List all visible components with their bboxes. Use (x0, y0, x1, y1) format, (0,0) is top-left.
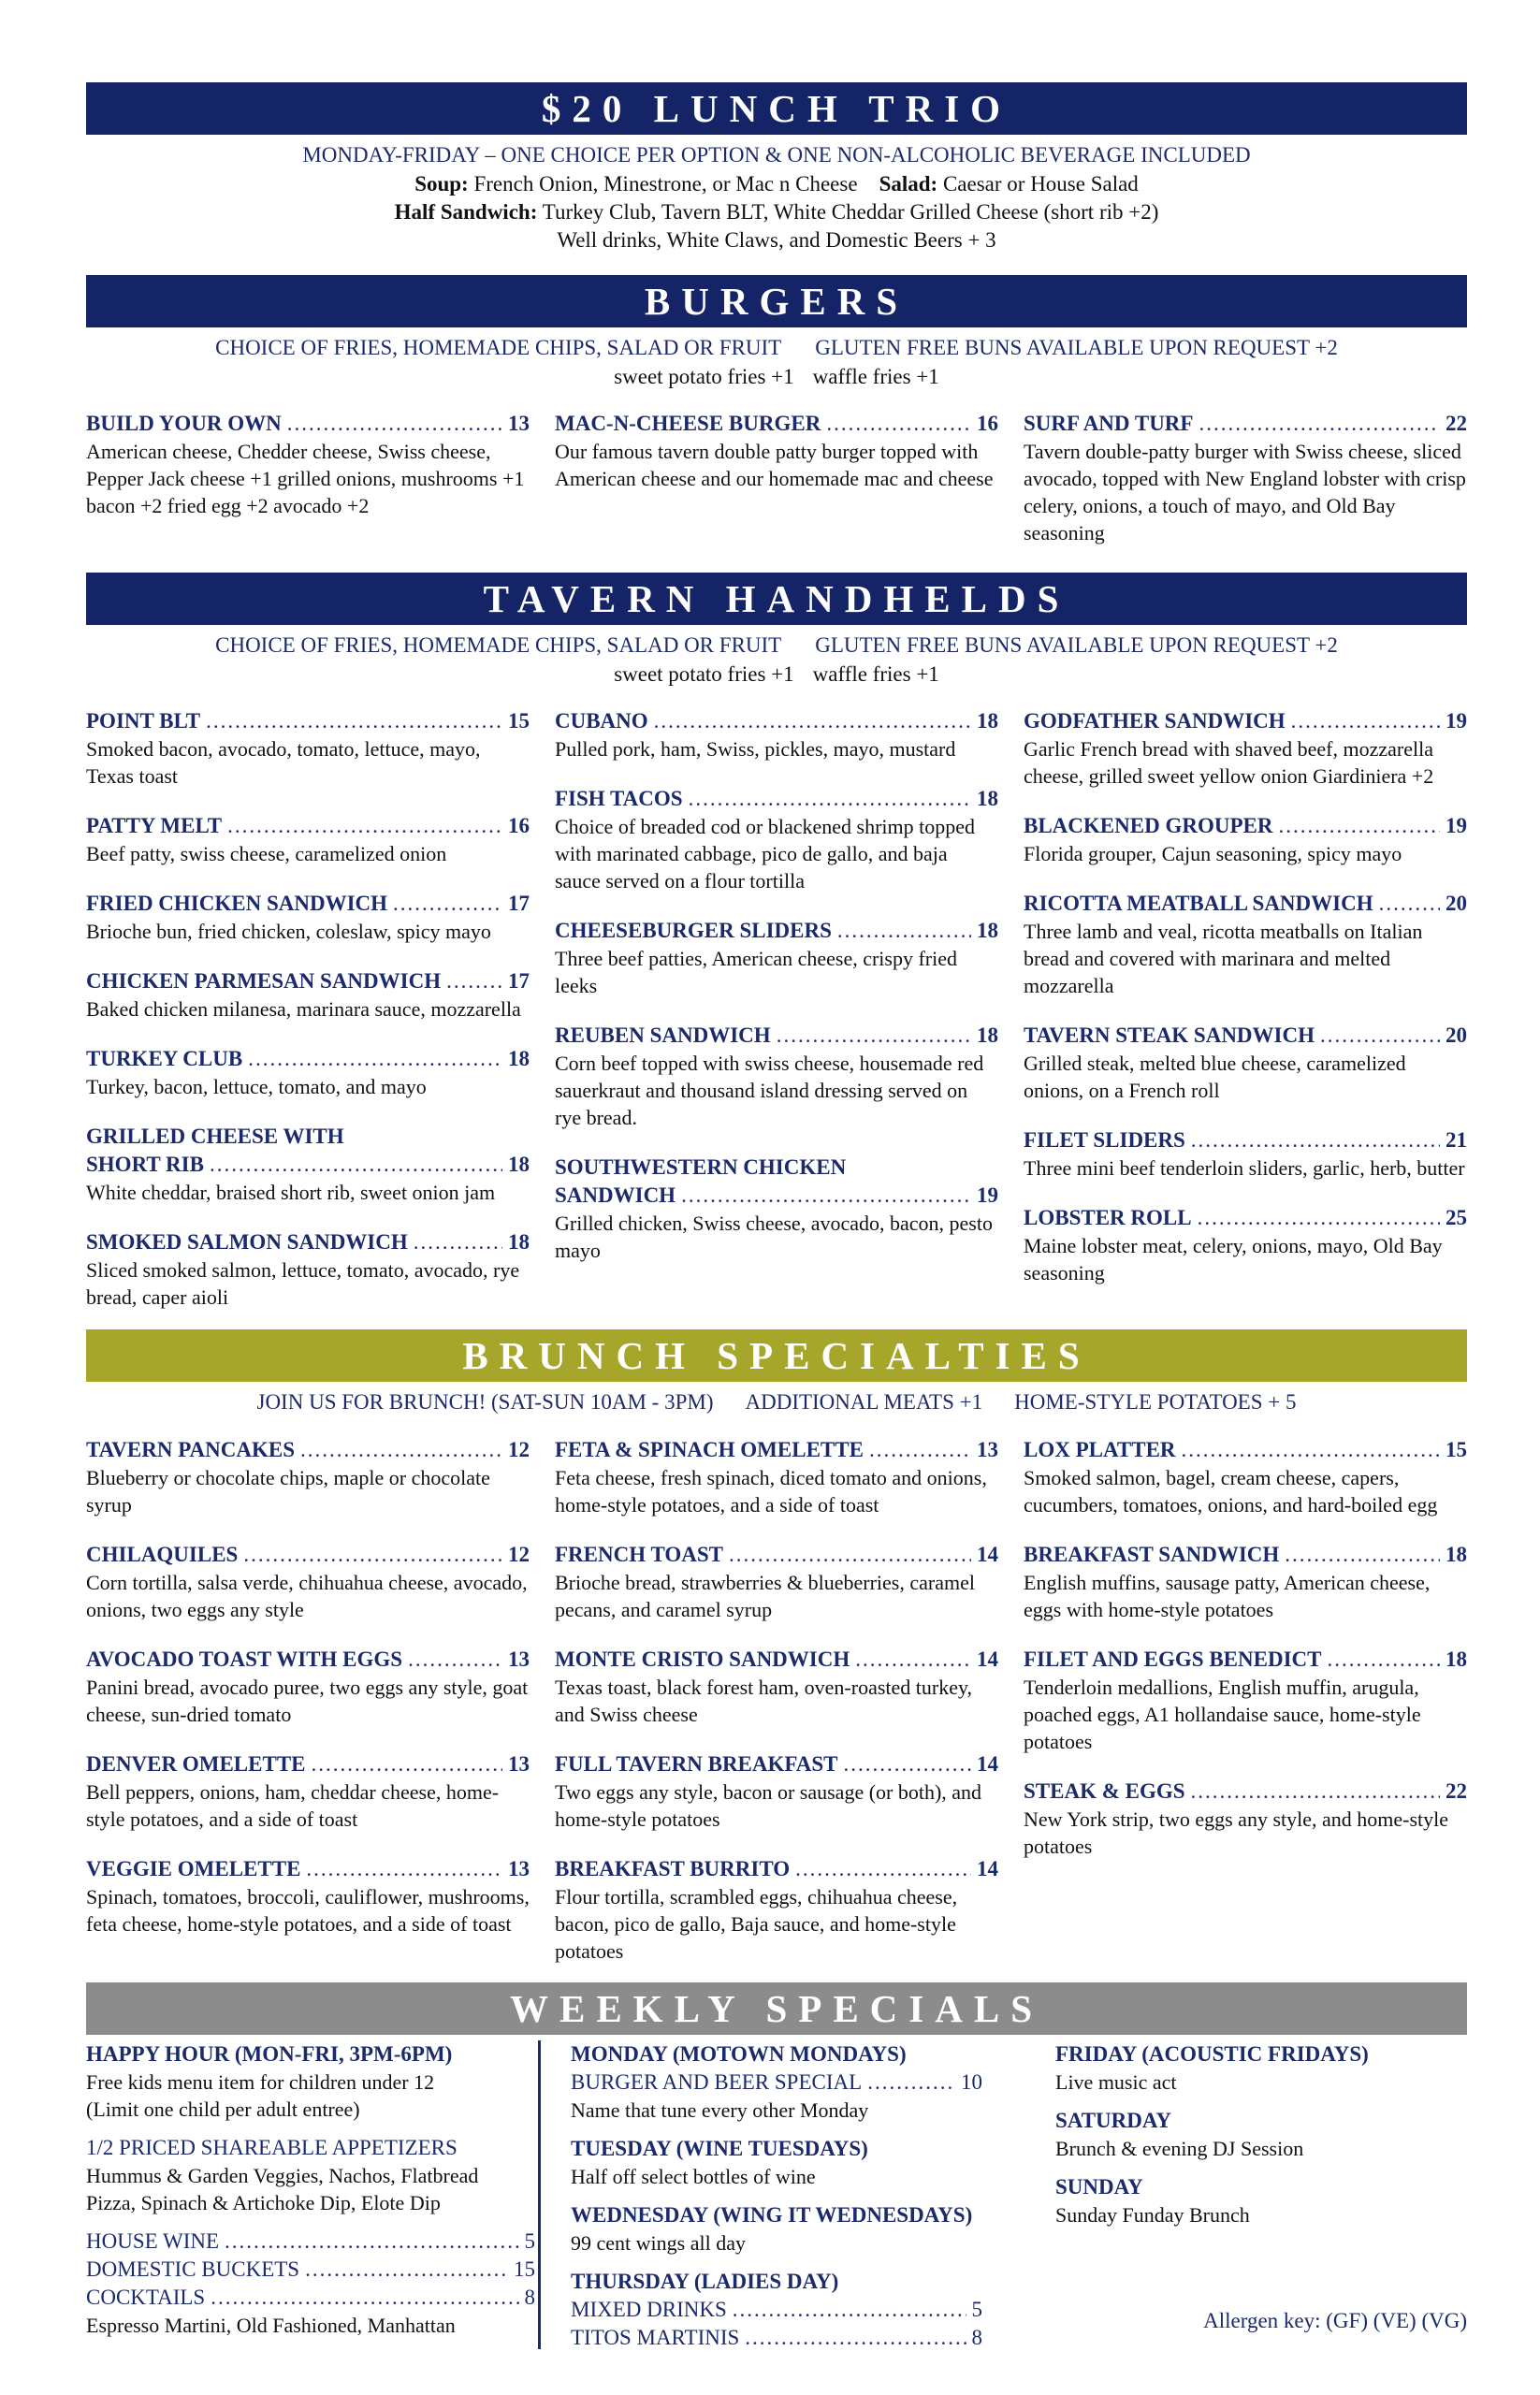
friday-text: Live music act (1055, 2070, 1177, 2094)
brunch-join: JOIN US FOR BRUNCH! (SAT-SUN 10AM - 3PM) (256, 1390, 714, 1414)
item-name: BLACKENED GROUPER (1024, 814, 1273, 837)
burgers-gf: GLUTEN FREE BUNS AVAILABLE UPON REQUEST +2 (815, 336, 1338, 359)
item-desc: Garlic French bread with shaved beef, mozzarella cheese, grilled sweet yellow onion Giardiniera +2 (1024, 737, 1434, 788)
brunch-options (86, 1387, 1467, 1416)
item-desc: Smoked salmon, bagel, cream cheese, capers, cucumbers, tomatoes, onions, and hard-boiled egg (1024, 1466, 1438, 1517)
lunch-line-2 (86, 169, 1467, 198)
item-price: 13 (508, 1752, 530, 1776)
menu-item (86, 967, 530, 1023)
tuesday-heading: TUESDAY (WINE TUESDAYS) (571, 2137, 868, 2160)
item-name: FILET SLIDERS (1024, 1128, 1185, 1152)
item-name: FETA & SPINACH OMELETTE (555, 1438, 864, 1461)
kids-line-2: (Limit one child per adult entree) (86, 2097, 360, 2121)
item-desc: Texas toast, black forest ham, oven-roasted turkey, and Swiss cheese (555, 1676, 973, 1726)
item-price: 13 (977, 1438, 998, 1461)
burger-beer-label: BURGER AND BEER SPECIAL (571, 2070, 863, 2094)
burgers-sweet: sweet potato fries +1 (614, 365, 794, 388)
item-desc: American cheese, Chedder cheese, Swiss cheese, Pepper Jack cheese +1 grilled onions, mushrooms +1 bacon +2 fried egg +2 avocado +2 (86, 440, 525, 517)
item-desc: Baked chicken milanesa, marinara sauce, mozzarella (86, 997, 521, 1021)
thursday-heading: THURSDAY (LADIES DAY) (571, 2270, 839, 2293)
item-price: 15 (1446, 1438, 1467, 1461)
item-price: 22 (1446, 412, 1467, 435)
menu-item (1024, 1541, 1467, 1623)
item-desc: Pulled pork, ham, Swiss, pickles, mayo, mustard (555, 737, 956, 761)
burgers-options (86, 333, 1467, 362)
burger-beer-price: 10 (961, 2070, 982, 2094)
menu-item (1024, 1126, 1467, 1182)
half-priced-heading (86, 2134, 535, 2162)
item-desc: Corn tortilla, salsa verde, chihuahua cheese, avocado, onions, two eggs any style (86, 1571, 528, 1621)
item-price: 18 (508, 1230, 530, 1254)
item-desc: Blueberry or chocolate chips, maple or chocolate syrup (86, 1466, 490, 1517)
handhelds-sweet: sweet potato fries +1 (614, 662, 794, 686)
item-price: 18 (508, 1153, 530, 1176)
item-price: 14 (977, 1543, 998, 1566)
item-name: TAVERN PANCAKES (86, 1438, 296, 1461)
item-name: SMOKED SALMON SANDWICH (86, 1230, 408, 1254)
soup-label: Soup: (414, 172, 469, 196)
item-price: 18 (977, 709, 998, 733)
menu-item (86, 1750, 530, 1833)
menu-item (86, 1855, 530, 1938)
item-price: 13 (508, 1647, 530, 1671)
item-price: 20 (1446, 1023, 1467, 1047)
handhelds-fries (86, 660, 1467, 689)
burger-beer-row (571, 2068, 982, 2097)
menu-item (86, 1123, 530, 1206)
menu-item (1024, 410, 1467, 546)
item-name: RICOTTA MEATBALL SANDWICH (1024, 892, 1373, 915)
item-name: TAVERN STEAK SANDWICH (1024, 1023, 1315, 1047)
handhelds-header (86, 573, 1467, 625)
mixed-drinks-row (571, 2296, 982, 2324)
burgers-header (86, 275, 1467, 327)
item-price: 25 (1446, 1206, 1467, 1229)
item-desc: Sliced smoked salmon, lettuce, tomato, avocado, rye bread, caper aioli (86, 1258, 520, 1309)
titos-row (571, 2324, 982, 2352)
weekly-header (86, 1982, 1467, 2035)
apps-line-2: Pizza, Spinach & Artichoke Dip, Elote Dip (86, 2191, 441, 2214)
menu-item (1024, 1778, 1467, 1860)
wednesday-heading: WEDNESDAY (WING IT WEDNESDAYS) (571, 2203, 973, 2227)
item-desc: Choice of breaded cod or blackened shrimp topped with marinated cabbage, pico de gallo, and baja sauce served on a flour tortilla (555, 815, 976, 893)
item-name: SHORT RIB (86, 1153, 204, 1176)
brunch-col-2 (555, 1436, 998, 1987)
menu-item (86, 1045, 530, 1100)
menu-item (555, 1541, 998, 1623)
titos-label: TITOS MARTINIS (571, 2326, 740, 2349)
sunday-text: Sunday Funday Brunch (1055, 2203, 1250, 2227)
item-price: 15 (508, 709, 530, 733)
friday-heading: FRIDAY (ACOUSTIC FRIDAYS) (1055, 2042, 1369, 2066)
salad-label: Salad: (879, 172, 938, 196)
item-name-line-1: GRILLED CHEESE WITH (86, 1125, 344, 1148)
item-desc: Smoked bacon, avocado, tomato, lettuce, mayo, Texas toast (86, 737, 481, 788)
item-price: 14 (977, 1857, 998, 1880)
item-desc: Brioche bread, strawberries & blueberries, caramel pecans, and caramel syrup (555, 1571, 975, 1621)
item-price: 18 (977, 1023, 998, 1047)
half-priced-label: 1/2 PRICED SHAREABLE APPETIZERS (86, 2136, 458, 2159)
item-name: FISH TACOS (555, 787, 683, 810)
item-price: 18 (977, 919, 998, 942)
mixed-drinks-label: MIXED DRINKS (571, 2298, 727, 2321)
handhelds-options (86, 631, 1467, 660)
salad-text: Caesar or House Salad (942, 172, 1139, 196)
menu-item (1024, 812, 1467, 867)
burgers-col-2 (555, 410, 998, 515)
item-desc: New York strip, two eggs any style, and home-style potatoes (1024, 1807, 1449, 1858)
item-price: 17 (508, 969, 530, 993)
item-name: CUBANO (555, 709, 648, 733)
lunch-trio-title: $20 LUNCH TRIO (541, 87, 1012, 130)
item-desc: Panini bread, avocado puree, two eggs any style, goat cheese, sun-dried tomato (86, 1676, 529, 1726)
half-sandwich-label: Half Sandwich: (394, 200, 538, 224)
item-desc: Our famous tavern double patty burger topped with American cheese and our homemade mac and cheese (555, 440, 994, 490)
item-price: 12 (508, 1438, 530, 1461)
brunch-col-1 (86, 1436, 530, 1960)
menu-item (1024, 890, 1467, 999)
menu-item (555, 1750, 998, 1833)
brunch-header (86, 1329, 1467, 1382)
lunch-trio-header (86, 82, 1467, 135)
menu-item (555, 1646, 998, 1728)
menu-item (86, 1228, 530, 1311)
item-desc: Grilled chicken, Swiss cheese, avocado, bacon, pesto mayo (555, 1212, 993, 1262)
item-name: FRIED CHICKEN SANDWICH (86, 892, 388, 915)
item-price: 16 (508, 814, 530, 837)
menu-item (555, 410, 998, 492)
item-price: 21 (1446, 1128, 1467, 1152)
item-desc: Feta cheese, fresh spinach, diced tomato and onions, home-style potatoes, and a side of toast (555, 1466, 987, 1517)
menu-item (1024, 1022, 1467, 1104)
kids-line-1: Free kids menu item for children under 12 (86, 2070, 435, 2094)
handhelds-gf: GLUTEN FREE BUNS AVAILABLE UPON REQUEST +2 (815, 633, 1338, 657)
item-desc: Three mini beef tenderloin sliders, garlic, herb, butter (1024, 1156, 1465, 1180)
item-name: CHICKEN PARMESAN SANDWICH (86, 969, 442, 993)
apps-line-1: Hummus & Garden Veggies, Nachos, Flatbread (86, 2164, 479, 2187)
item-name: BREAKFAST SANDWICH (1024, 1543, 1280, 1566)
allergen-key: Allergen key: (GF) (VE) (VG) (1203, 2309, 1467, 2332)
cocktails-price: 8 (524, 2286, 535, 2309)
item-desc: Corn beef topped with swiss cheese, housemade red sauerkraut and thousand island dressing served on rye bread. (555, 1052, 984, 1129)
domestic-price: 15 (514, 2257, 535, 2281)
menu-item (86, 707, 530, 790)
weekly-col-3 (1055, 2040, 1467, 2228)
happy-hour-heading: HAPPY HOUR (MON-FRI, 3PM-6PM) (86, 2042, 453, 2066)
menu-item (86, 890, 530, 945)
item-name: BREAKFAST BURRITO (555, 1857, 791, 1880)
weekly-col-2 (571, 2040, 982, 2352)
item-price: 13 (508, 1857, 530, 1880)
item-desc: Grilled steak, melted blue cheese, caramelized onions, on a French roll (1024, 1052, 1406, 1102)
item-price: 20 (1446, 892, 1467, 915)
item-name: BUILD YOUR OWN (86, 412, 282, 435)
tuesday-text: Half off select bottles of wine (571, 2165, 816, 2188)
item-name: MAC-N-CHEESE BURGER (555, 412, 821, 435)
house-wine-label: HOUSE WINE (86, 2229, 220, 2253)
menu-item (555, 707, 998, 762)
menu-item (1024, 1646, 1467, 1755)
menu-item (1024, 1204, 1467, 1286)
monday-heading: MONDAY (MOTOWN MONDAYS) (571, 2042, 907, 2066)
handhelds-col-2 (555, 707, 998, 1286)
item-desc: English muffins, sausage patty, American cheese, eggs with home-style potatoes (1024, 1571, 1431, 1621)
menu-item (86, 812, 530, 867)
menu-item (555, 1436, 998, 1518)
item-desc: Tenderloin medallions, English muffin, arugula, poached eggs, A1 hollandaise sauce, home-style potatoes (1024, 1676, 1421, 1753)
item-name: VEGGIE OMELETTE (86, 1857, 301, 1880)
item-desc: White cheddar, braised short rib, sweet onion jam (86, 1181, 496, 1204)
item-name: LOBSTER ROLL (1024, 1206, 1192, 1229)
titos-price: 8 (971, 2326, 982, 2349)
soup-text: French Onion, Minestrone, or Mac n Cheese (473, 172, 858, 196)
monday-text: Name that tune every other Monday (571, 2098, 869, 2122)
domestic-label: DOMESTIC BUCKETS (86, 2257, 300, 2281)
burgers-title: BURGERS (644, 280, 909, 323)
item-name: SURF AND TURF (1024, 412, 1194, 435)
lunch-line-4: Well drinks, White Claws, and Domestic Beers + 3 (557, 228, 996, 252)
handhelds-col-1 (86, 707, 530, 1333)
burgers-fries (86, 362, 1467, 391)
saturday-text: Brunch & evening DJ Session (1055, 2137, 1304, 2160)
item-desc: Beef patty, swiss cheese, caramelized onion (86, 842, 447, 865)
item-price: 19 (1446, 814, 1467, 837)
item-price: 22 (1446, 1779, 1467, 1803)
brunch-potatoes: HOME-STYLE POTATOES + 5 (1014, 1390, 1297, 1414)
handhelds-col-3 (1024, 707, 1467, 1309)
item-desc: Turkey, bacon, lettuce, tomato, and mayo (86, 1075, 427, 1098)
item-name: CHEESEBURGER SLIDERS (555, 919, 832, 942)
handhelds-title: TAVERN HANDHELDS (483, 577, 1070, 620)
menu-item (555, 1855, 998, 1965)
item-price: 14 (977, 1752, 998, 1776)
cocktails-label: COCKTAILS (86, 2286, 206, 2309)
burgers-waffle: waffle fries +1 (812, 365, 939, 388)
menu-item (86, 1541, 530, 1623)
item-price: 17 (508, 892, 530, 915)
burgers-choice: CHOICE OF FRIES, HOMEMADE CHIPS, SALAD OR FRUIT (215, 336, 782, 359)
brunch-meats: ADDITIONAL MEATS +1 (745, 1390, 983, 1414)
menu-item (1024, 707, 1467, 790)
saturday-heading: SATURDAY (1055, 2109, 1171, 2132)
menu-item (1024, 1436, 1467, 1518)
menu-item (86, 1436, 530, 1518)
item-desc: Two eggs any style, bacon or sausage (or both), and home-style potatoes (555, 1780, 982, 1831)
menu-item (555, 1154, 998, 1264)
item-desc: Three beef patties, American cheese, crispy fried leeks (555, 947, 958, 997)
item-price: 19 (977, 1183, 998, 1207)
item-name: PATTY MELT (86, 814, 223, 837)
item-price: 14 (977, 1647, 998, 1671)
item-name: TURKEY CLUB (86, 1047, 243, 1070)
weekly-divider (538, 2040, 541, 2349)
item-desc: Three lamb and veal, ricotta meatballs on Italian bread and covered with marinara and melted mozzarella (1024, 920, 1423, 997)
item-name: GODFATHER SANDWICH (1024, 709, 1286, 733)
domestic-row (86, 2256, 535, 2284)
item-name: REUBEN SANDWICH (555, 1023, 771, 1047)
brunch-title: BRUNCH SPECIALTIES (462, 1334, 1091, 1377)
brunch-col-3 (1024, 1436, 1467, 1882)
item-name: FILET AND EGGS BENEDICT (1024, 1647, 1322, 1671)
menu-item (555, 917, 998, 999)
item-name: AVOCADO TOAST WITH EGGS (86, 1647, 403, 1671)
menu-item (86, 410, 530, 519)
item-price: 18 (977, 787, 998, 810)
item-name: SANDWICH (555, 1183, 676, 1207)
item-name: STEAK & EGGS (1024, 1779, 1185, 1803)
item-name: FULL TAVERN BREAKFAST (555, 1752, 838, 1776)
item-desc: Florida grouper, Cajun seasoning, spicy mayo (1024, 842, 1402, 865)
house-wine-price: 5 (524, 2229, 535, 2253)
item-desc: Spinach, tomatoes, broccoli, cauliflower, mushrooms, feta cheese, home-style potatoes, and a side of toast (86, 1885, 530, 1936)
weekly-col-1 (86, 2040, 535, 2339)
item-desc: Brioche bun, fried chicken, coleslaw, spicy mayo (86, 920, 491, 943)
mixed-drinks-price: 5 (971, 2298, 982, 2321)
weekly-title: WEEKLY SPECIALS (509, 1987, 1044, 2030)
item-desc: Flour tortilla, scrambled eggs, chihuahua cheese, bacon, pico de gallo, Baja sauce, and home-style potatoes (555, 1885, 958, 1963)
item-name: DENVER OMELETTE (86, 1752, 306, 1776)
cocktails-row (86, 2284, 535, 2312)
item-desc: Bell peppers, onions, ham, cheddar cheese, home-style potatoes, and a side of toast (86, 1780, 500, 1831)
item-name: LOX PLATTER (1024, 1438, 1176, 1461)
handhelds-waffle: waffle fries +1 (812, 662, 939, 686)
item-price: 18 (508, 1047, 530, 1070)
burgers-col-3 (1024, 410, 1467, 569)
lunch-line-1: MONDAY-FRIDAY – ONE CHOICE PER OPTION & ONE NON-ALCOHOLIC BEVERAGE INCLUDED (302, 143, 1251, 167)
item-desc: Tavern double-patty burger with Swiss cheese, sliced avocado, topped with New England lobster with crisp celery, onions, a touch of mayo, and Old Bay seasoning (1024, 440, 1466, 544)
menu-item (86, 1646, 530, 1728)
handhelds-choice: CHOICE OF FRIES, HOMEMADE CHIPS, SALAD OR FRUIT (215, 633, 782, 657)
item-name: CHILAQUILES (86, 1543, 239, 1566)
item-desc: Maine lobster meat, celery, onions, mayo, Old Bay seasoning (1024, 1234, 1443, 1285)
burgers-col-1 (86, 410, 530, 542)
house-wine-row (86, 2228, 535, 2256)
item-name-line-1: SOUTHWESTERN CHICKEN (555, 1155, 847, 1179)
item-price: 19 (1446, 709, 1467, 733)
menu-item (555, 785, 998, 894)
cocktails-list: Espresso Martini, Old Fashioned, Manhattan (86, 2314, 456, 2337)
wednesday-text: 99 cent wings all day (571, 2231, 746, 2255)
item-price: 18 (1446, 1543, 1467, 1566)
item-name: MONTE CRISTO SANDWICH (555, 1647, 850, 1671)
half-sandwich-text: Turkey Club, Tavern BLT, White Cheddar Grilled Cheese (short rib +2) (542, 200, 1159, 224)
item-name: POINT BLT (86, 709, 201, 733)
lunch-line-3 (86, 197, 1467, 226)
item-price: 18 (1446, 1647, 1467, 1671)
menu-item (555, 1022, 998, 1131)
sunday-heading: SUNDAY (1055, 2175, 1143, 2199)
item-price: 16 (977, 412, 998, 435)
item-name: FRENCH TOAST (555, 1543, 724, 1566)
item-price: 13 (508, 412, 530, 435)
item-price: 12 (508, 1543, 530, 1566)
